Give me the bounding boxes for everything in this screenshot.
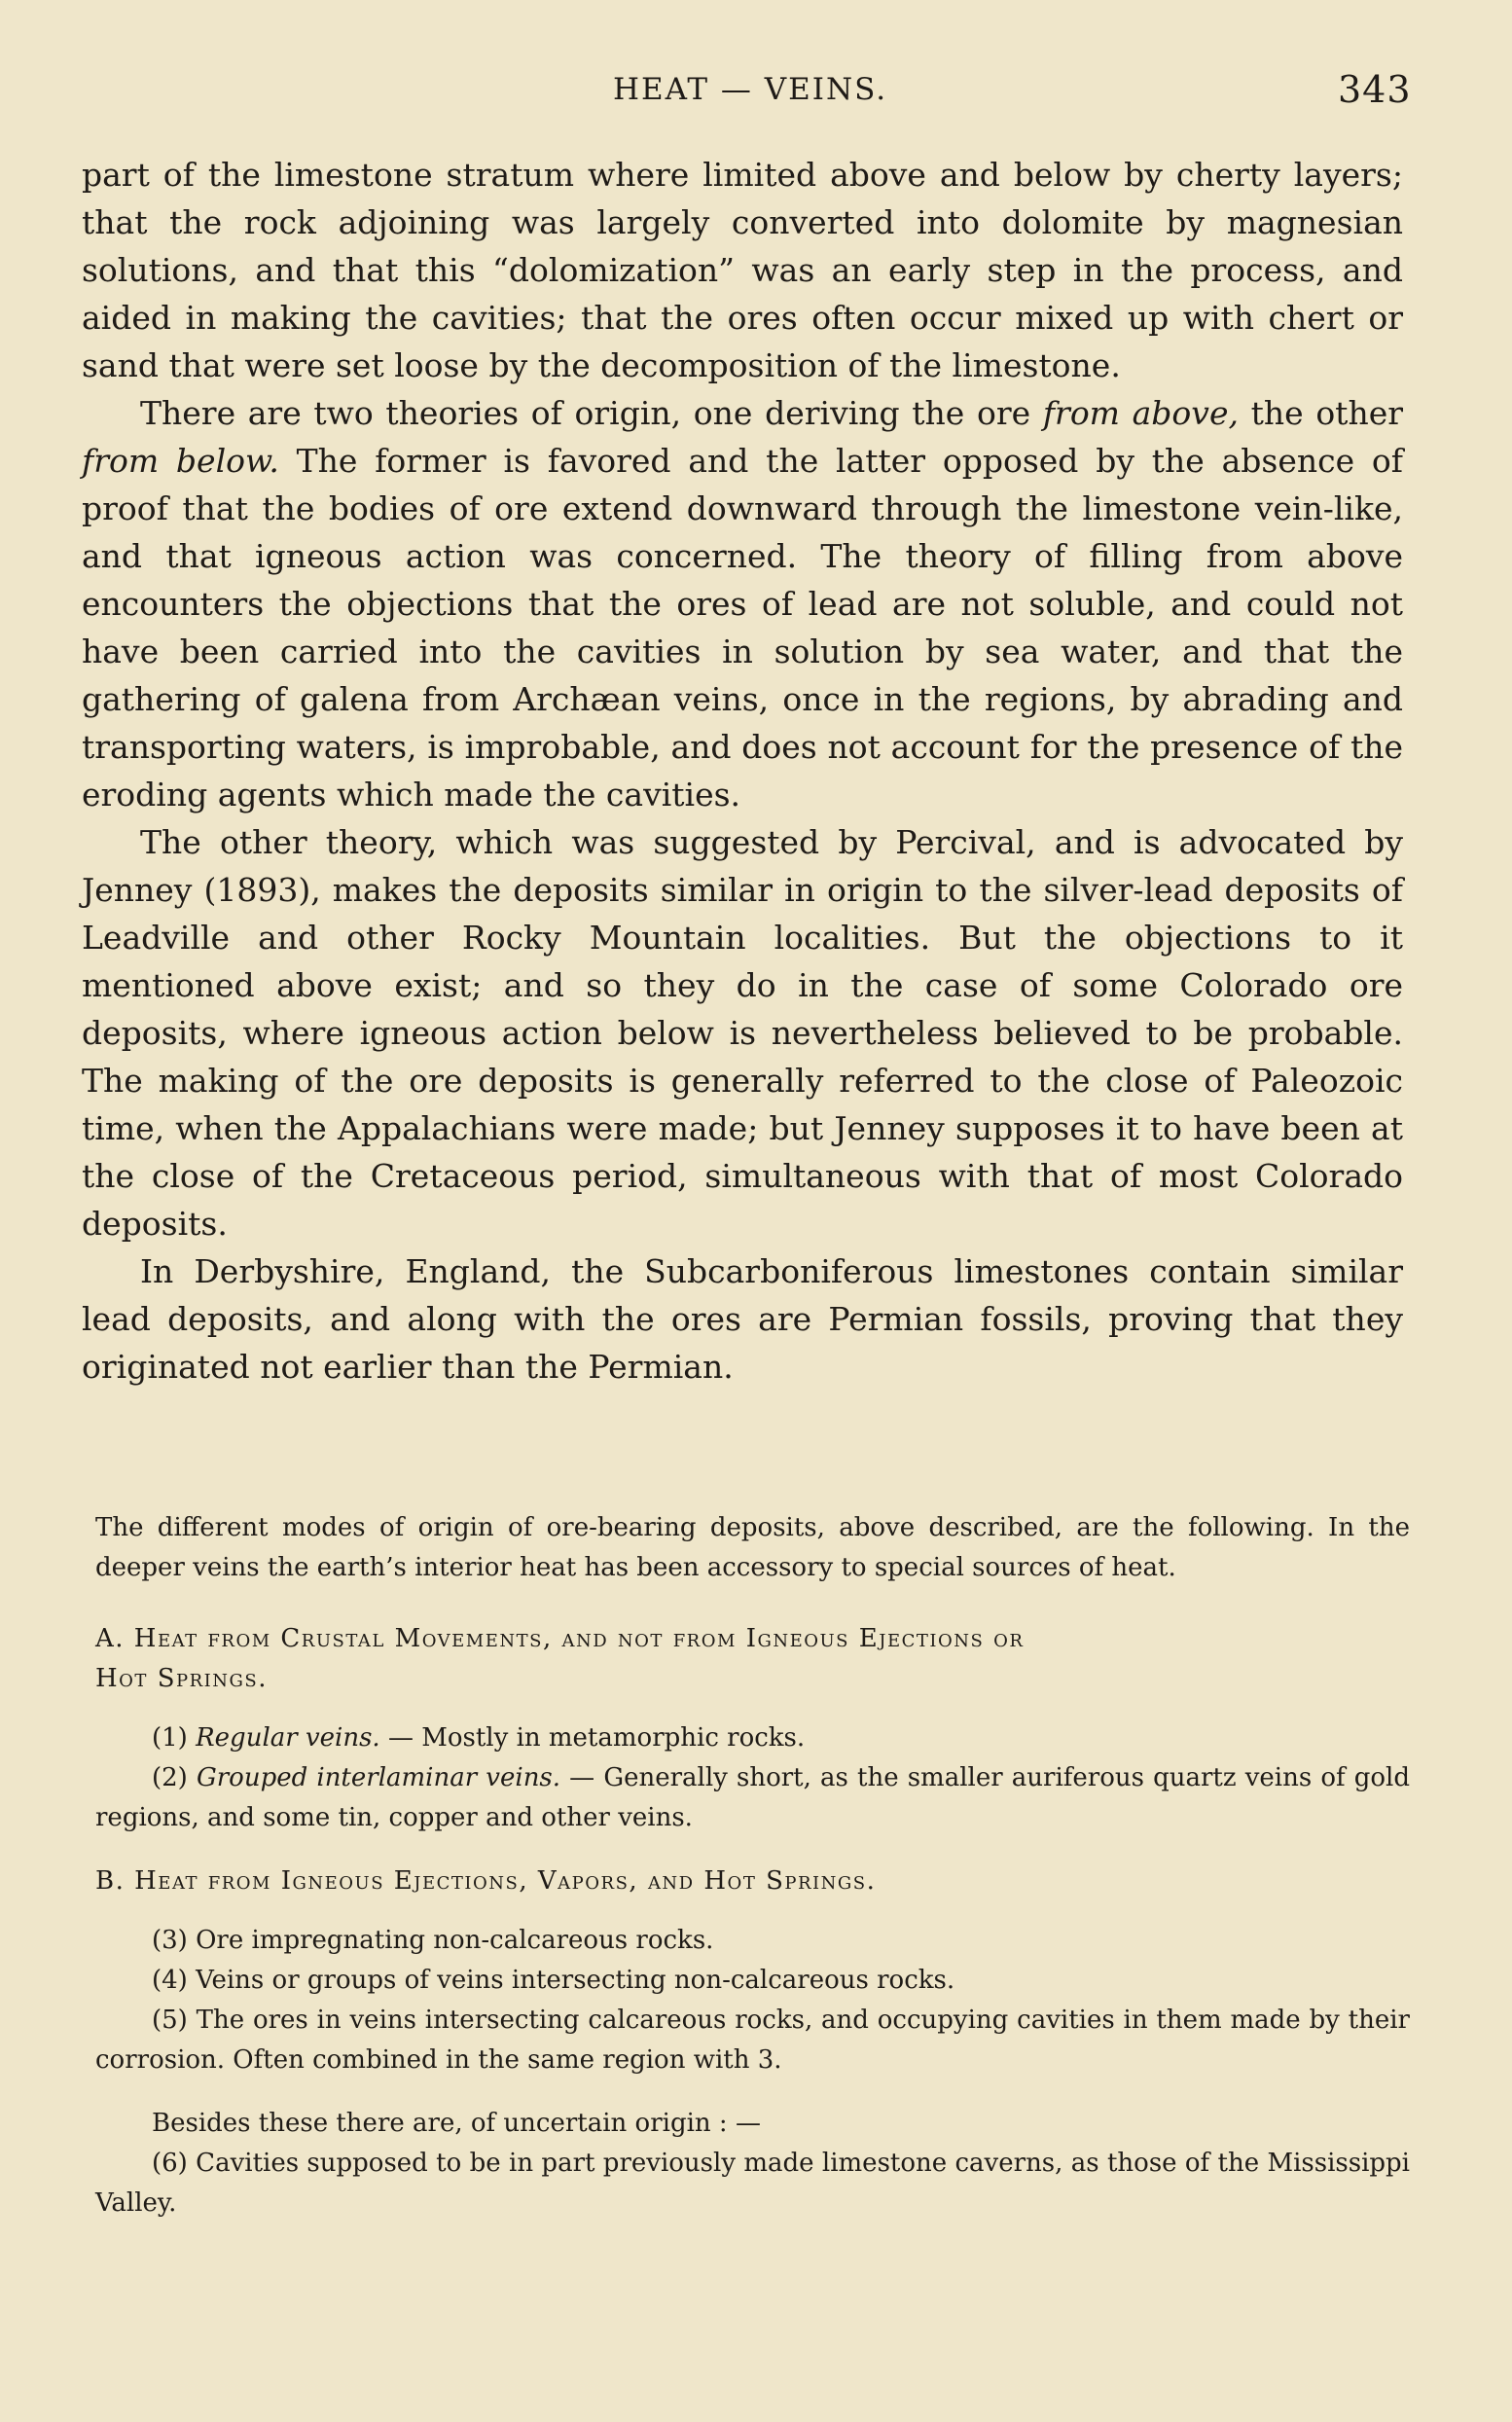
italic-term: from below. xyxy=(82,442,279,480)
list-item-3: (3) Ore impregnating non-calcareous rocks. xyxy=(152,1926,714,1955)
italic-term: Grouped interlaminar veins. xyxy=(196,1763,561,1792)
list-item-5: (5) The ores in veins intersecting calcareous rocks, and occupying cavities in them made by their corrosion. Often combined in the same region with 3. xyxy=(95,2006,1410,2075)
paragraph-theories xyxy=(82,389,1403,818)
page-number: 343 xyxy=(1338,68,1412,111)
section-heading-b: B. Heat from Igneous Ejections, Vapors, and Hot Springs. xyxy=(95,1866,877,1896)
summary-intro: The different modes of origin of ore-bearing deposits, above described, are the following. In the deeper veins the earth’s interior heat has been accessory to special sources of heat. xyxy=(95,1513,1410,1582)
list-item-2 xyxy=(95,1758,1410,1838)
list-item-1 xyxy=(95,1718,1410,1758)
paragraph-text: the other xyxy=(1238,394,1404,432)
main-text xyxy=(82,151,1403,1391)
list-item-6: (6) Cavities supposed to be in part previously made limestone caverns, as those of the Mississippi Valley. xyxy=(95,2149,1410,2218)
italic-term: Regular veins. xyxy=(196,1723,380,1753)
list-text: — Mostly in metamorphic rocks. xyxy=(379,1723,806,1753)
list-text: — Generally short, as the smaller auriferous quartz veins of gold regions, and some tin, copper and other veins. xyxy=(95,1763,1410,1832)
section-heading-a: A. Heat from Crustal Movements, and not from Igneous Ejections or xyxy=(95,1624,1025,1653)
paragraph-text: There are two theories of origin, one deriving the ore xyxy=(140,394,1043,432)
paragraph-text: The former is favored and the latter opposed by the absence of proof that the bodies of ore extend downward through the limestone vein-like, and that igneous action was concerned. The theory of filling from above encounters the objections that the ores of lead are not soluble, and could not have been carried into the cavities in solution by sea water, and that the gathering of galena from Archæan veins, once in the regions, by abrading and transporting waters, is improbable, and does not account for the presence of the eroding agents which made the cavities. xyxy=(82,442,1403,813)
paragraph-continuation: part of the limestone stratum where limited above and below by cherty layers; that the rock adjoining was largely converted into dolomite by magnesian solutions, and that this “dolomization” was an early step in the process, and aided in making the cavities; that the ores often occur mixed up with chert or sand that were set loose by the decomposition of the limestone. xyxy=(82,156,1403,384)
paragraph-derbyshire: In Derbyshire, England, the Subcarboniferous limestones contain similar lead deposits, and along with the ores are Permian fossils, proving that they originated not earlier than the Permian. xyxy=(82,1252,1403,1386)
italic-term: from above, xyxy=(1042,394,1239,432)
list-item-4: (4) Veins or groups of veins intersecting non-calcareous rocks. xyxy=(152,1966,955,1995)
summary-section xyxy=(95,1508,1410,2223)
besides-line: Besides these there are, of uncertain origin : — xyxy=(152,2109,761,2138)
list-number: (2) xyxy=(152,1763,197,1792)
running-head-title: HEAT — VEINS. xyxy=(613,72,888,107)
section-heading-a-continued: Hot Springs. xyxy=(95,1664,269,1693)
list-number: (1) xyxy=(152,1723,197,1753)
paragraph-other-theory: The other theory, which was suggested by Percival, and is advocated by Jenney (1893), makes the deposits similar in origin to the silver-lead deposits of Leadville and other Rocky Mountain localities. But the objections to it mentioned above exist; and so they do in the case of some Colorado ore deposits, where igneous action below is nevertheless believed to be probable. The making of the ore deposits is generally referred to the close of Paleozoic time, when the Appalachians were made; but Jenney supposes it to have been at the close of the Cretaceous period, simultaneous with that of most Colorado deposits. xyxy=(82,823,1403,1243)
running-head xyxy=(0,58,1512,117)
